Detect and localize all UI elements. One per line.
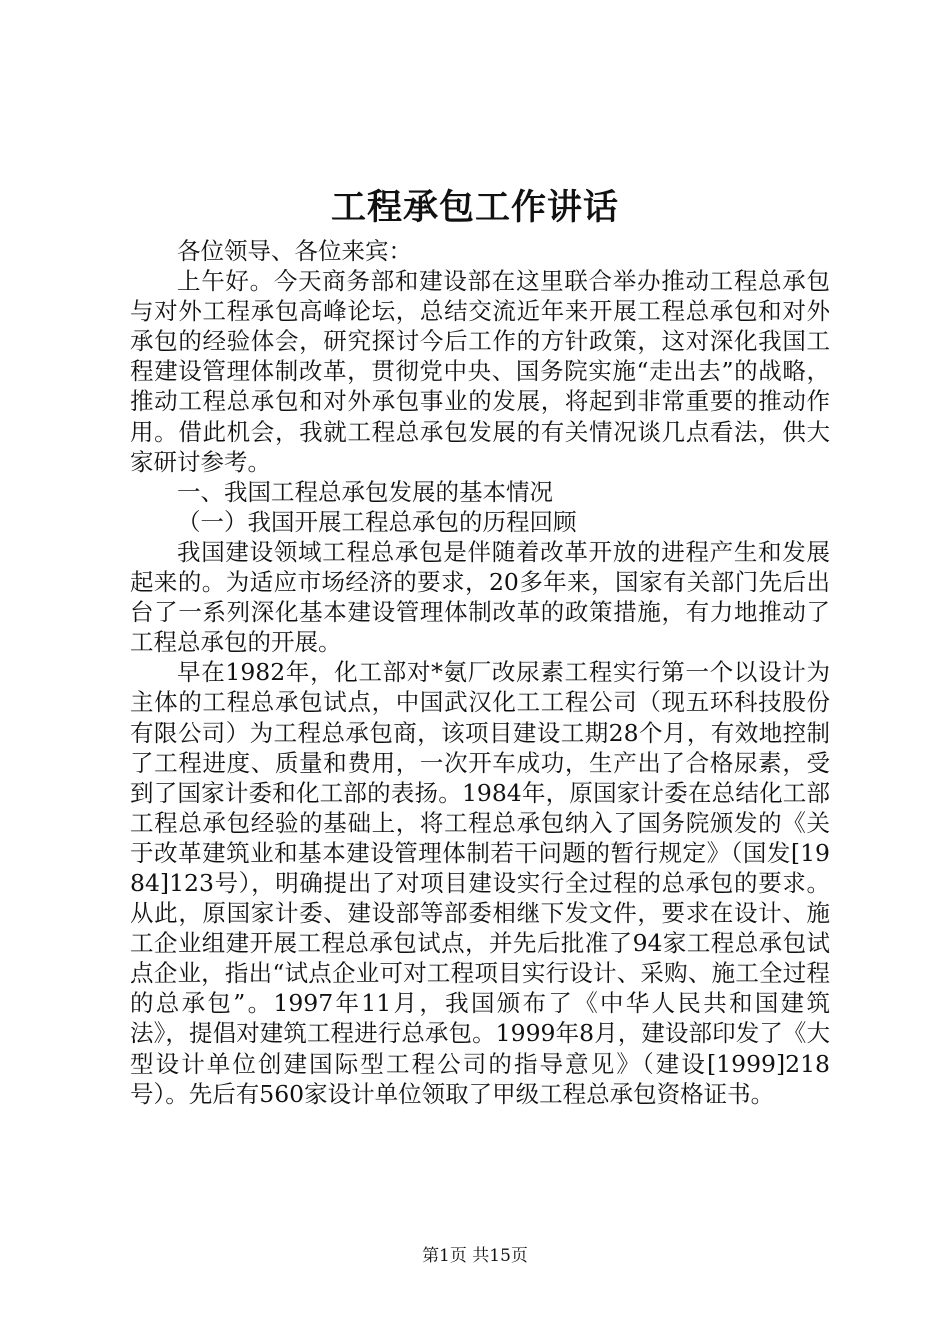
opening-paragraph: 上午好。今天商务部和建设部在这里联合举办推动工程总承包与对外工程承包高峰论坛，总结交流近年来开展工程总承包和对外承包的经验体会，研究探讨今后工作的方针政策，这对深化我国工程建设管理体制改革，贯彻党中央、国务院实施“走出去”的战略，推动工程总承包和对外承包事业的发展，将起到非常重要的推动作用。借此机会，我就工程总承包发展的有关情况谈几点看法，供大家研讨参考。 xyxy=(130,267,830,476)
section-heading: 一、我国工程总承包发展的基本情况 xyxy=(177,477,553,506)
body-paragraph: 我国建设领域工程总承包是伴随着改革开放的进程产生和发展起来的。为适应市场经济的要求，20多年来，国家有关部门先后出台了一系列深化基本建设管理体制改革的政策措施，有力地推动了工程总承包的开展。 xyxy=(130,537,830,657)
salutation-paragraph: 各位领导、各位来宾： xyxy=(177,237,412,265)
document-title: 工程承包工作讲话 xyxy=(330,187,619,228)
document-body xyxy=(130,236,830,1109)
subsection-heading: （一）我国开展工程总承包的历程回顾 xyxy=(177,507,577,536)
page-number-footer: 第1页 共15页 xyxy=(422,1246,528,1266)
body-paragraph: 早在1982年，化工部对*氨厂改尿素工程实行第一个以设计为主体的工程总承包试点，中国武汉化工工程公司（现五环科技股份有限公司）为工程总承包商，该项目建设工期28个月，有效地控制了工程进度、质量和费用，一次开车成功，生产出了合格尿素，受到了国家计委和化工部的表扬。1984年，原国家计委在总结化工部工程总承包经验的基础上，将工程总承包纳入了国务院颁发的《关于改革建筑业和基本建设管理体制若干问题的暂行规定》（国发[1984]123号），明确提出了对项目建设实行全过程的总承包的要求。从此，原国家计委、建设部等部委相继下发文件，要求在设计、施工企业组建开展工程总承包试点，并先后批准了94家工程总承包试点企业，指出“试点企业可对工程项目实行设计、采购、施工全过程的总承包”。1997年11月，我国颁布了《中华人民共和国建筑法》，提倡对建筑工程进行总承包。1999年8月，建设部印发了《大型设计单位创建国际型工程公司的指导意见》（建设[1999]218号）。先后有560家设计单位领取了甲级工程总承包资格证书。 xyxy=(130,658,830,1108)
